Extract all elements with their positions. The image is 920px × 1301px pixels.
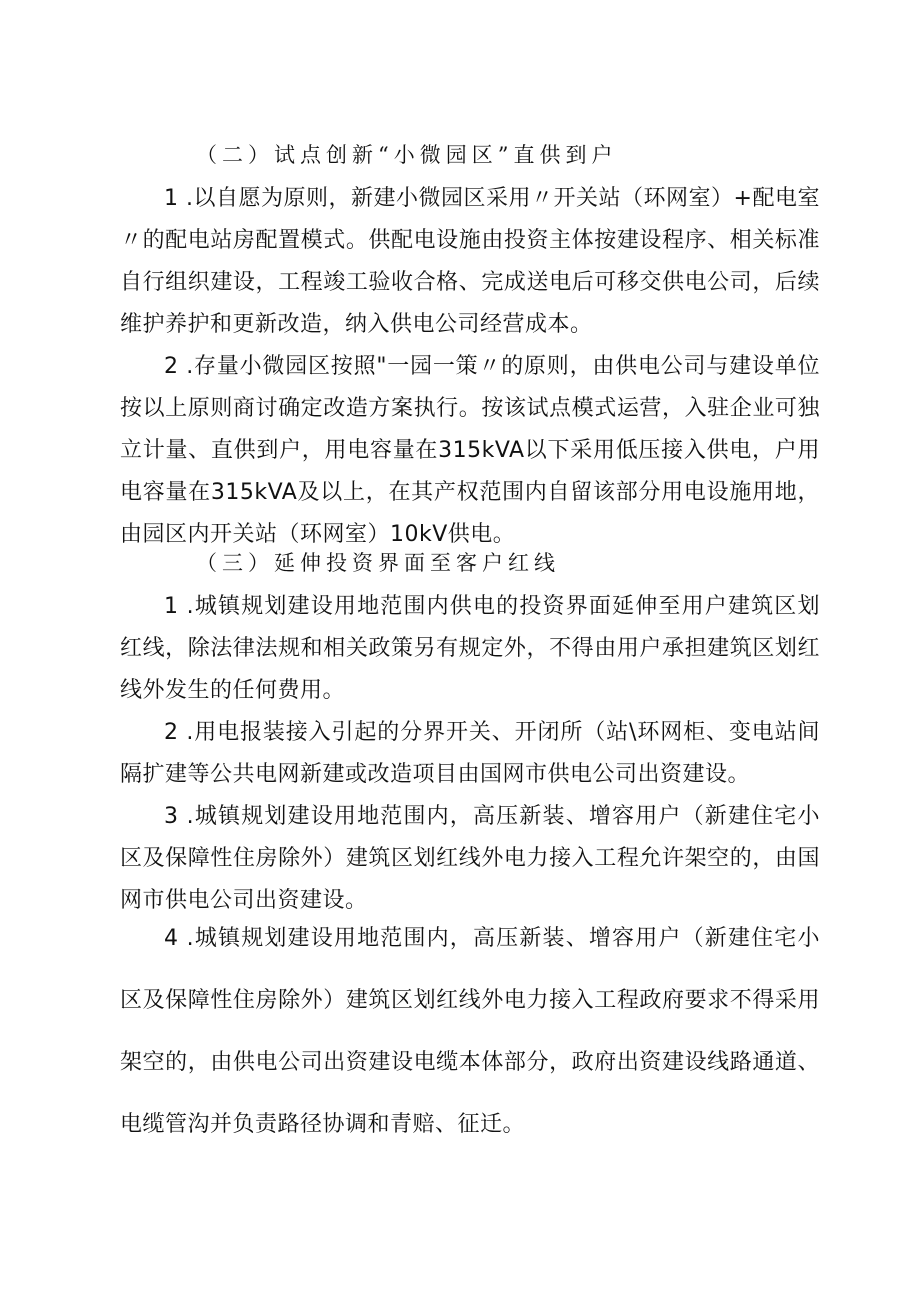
section-heading-2: （二）试点创新“小微园区”直供到户 xyxy=(196,143,618,167)
paragraph-3-4: 4 .城镇规划建设用地范围内，高压新装、增容用户（新建住宅小区及保障性住房除外）建筑区划红线外电力接入工程政府要求不得采用架空的，由供电公司出资建设电缆本体部分，政府出资建设线路通道、电缆管沟并负责路径协调和青赔、征迁。 xyxy=(120,926,820,1137)
paragraph-3-1: 1 .城镇规划建设用地范围内供电的投资界面延伸至用户建筑区划红线，除法律法规和相关政策另有规定外，不得由用户承担建筑区划红线外发生的任何费用。 xyxy=(120,594,820,703)
paragraph-2-1: 1 .以自愿为原则，新建小微园区采用〃开关站（环网室）+配电室〃的配电站房配置模式。供配电设施由投资主体按建设程序、相关标准自行组织建设，工程竣工验收合格、完成送电后可移交供电公司，后续维护养护和更新改造，纳入供电公司经营成本。 xyxy=(120,186,820,337)
section-heading-3: （三）延伸投资界面至客户红线 xyxy=(196,551,560,575)
paragraph-3-2: 2 .用电报装接入引起的分界开关、开闭所（站\环网柜、变电站间隔扩建等公共电网新建或改造项目由国网市供电公司出资建设。 xyxy=(120,720,820,787)
paragraph-3-3: 3 .城镇规划建设用地范围内，高压新装、增容用户（新建住宅小区及保障性住房除外）建筑区划红线外电力接入工程允许架空的，由国网市供电公司出资建设。 xyxy=(120,804,820,913)
paragraph-2-2: 2 .存量小微园区按照"一园一策〃的原则，由供电公司与建设单位按以上原则商讨确定改造方案执行。按该试点模式运营，入驻企业可独立计量、直供到户，用电容量在315kVA以下采用低压接入供电，户用电容量在315kVA及以上，在其产权范围内自留该部分用电设施用地，由园区内开关站（环网室）10kV供电。 xyxy=(120,354,820,547)
